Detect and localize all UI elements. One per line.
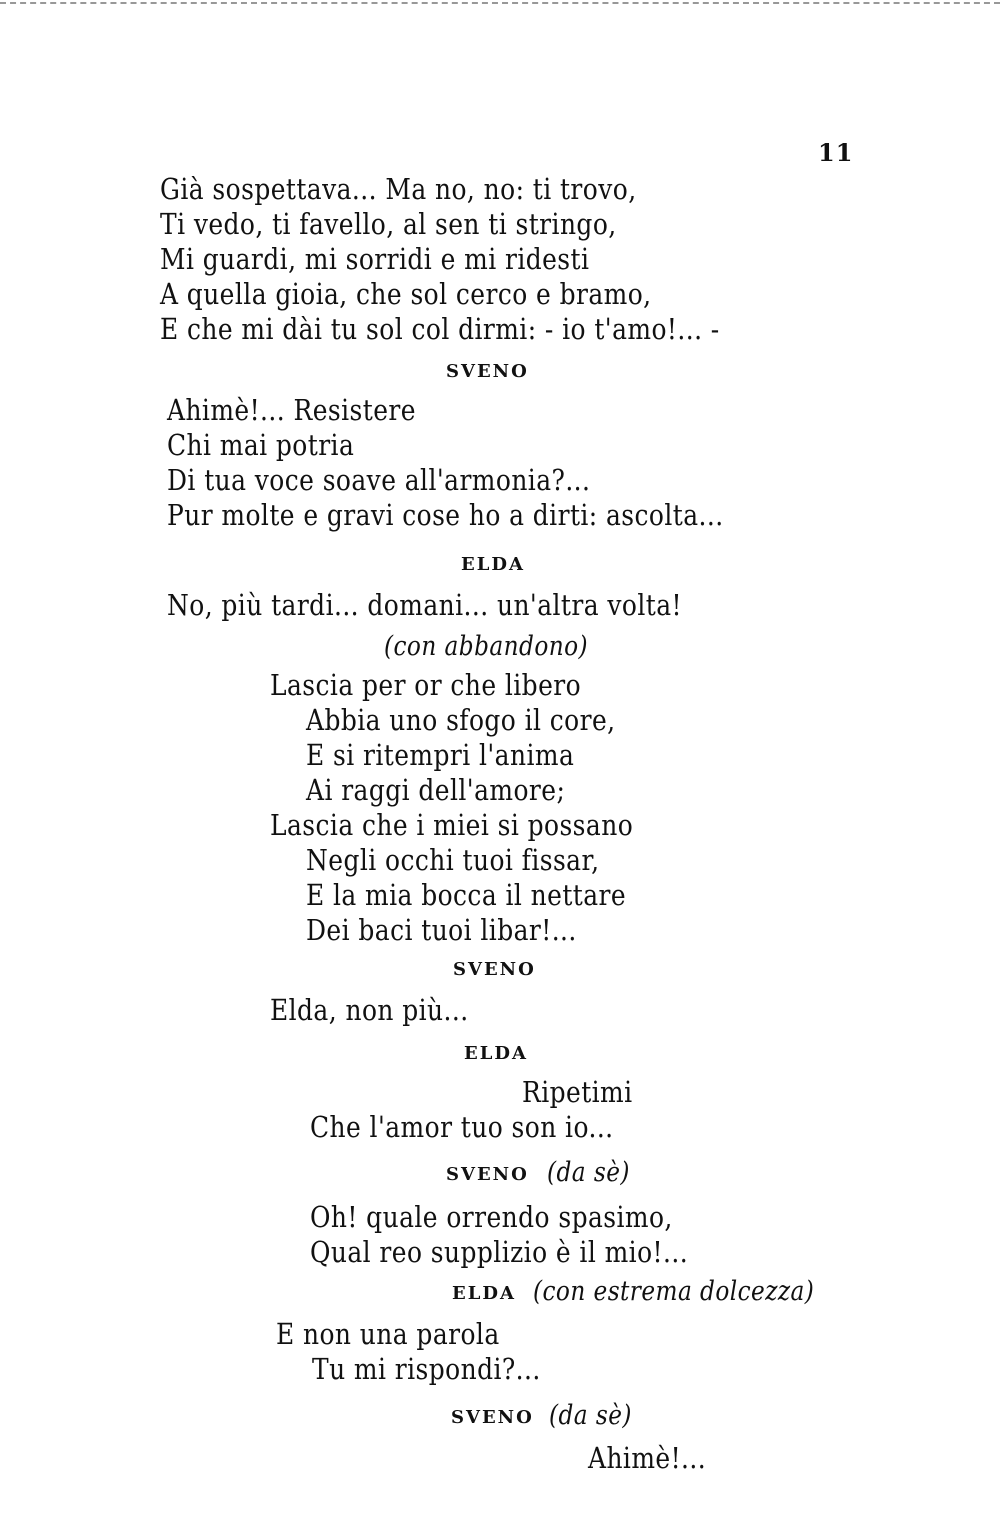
page-number: 11 xyxy=(818,138,854,167)
verse-line: E non una parola xyxy=(276,1317,500,1351)
speaker-label: SVENO xyxy=(453,959,536,980)
verse-line: Ripetimi xyxy=(522,1075,633,1109)
verse-line: Pur molte e gravi cose ho a dirti: ascolta... xyxy=(167,498,724,532)
verse-line: Oh! quale orrendo spasimo, xyxy=(310,1200,673,1234)
verse-line: Ti vedo, ti favello, al sen ti stringo, xyxy=(160,207,617,241)
speaker-label: ELDA xyxy=(464,1043,528,1064)
stage-direction: (da sè) xyxy=(547,1157,630,1188)
stage-direction: (con abbandono) xyxy=(384,631,589,662)
verse-line: Che l'amor tuo son io... xyxy=(310,1110,614,1144)
verse-line: A quella gioia, che sol cerco e bramo, xyxy=(160,277,652,311)
speaker-label: ELDA xyxy=(461,554,525,575)
verse-line: Tu mi rispondi?... xyxy=(312,1352,541,1386)
verse-line: Di tua voce soave all'armonia?... xyxy=(167,463,591,497)
verse-line: Ahimè!... xyxy=(588,1441,707,1475)
speaker-label: ELDA xyxy=(452,1283,516,1304)
verse-line: E che mi dài tu sol col dirmi: - io t'amo!... - xyxy=(160,312,720,346)
verse-line: E si ritempri l'anima xyxy=(306,738,575,772)
speaker-label: SVENO xyxy=(451,1407,534,1428)
verse-line: Mi guardi, mi sorridi e mi ridesti xyxy=(160,242,590,276)
verse-line: Lascia che i miei si possano xyxy=(270,808,634,842)
speaker-label: SVENO xyxy=(446,361,529,382)
verse-line: Qual reo supplizio è il mio!... xyxy=(310,1235,689,1269)
verse-line: Ai raggi dell'amore; xyxy=(306,773,566,807)
verse-line: Già sospettava... Ma no, no: ti trovo, xyxy=(160,172,637,206)
speaker-label: SVENO xyxy=(446,1164,529,1185)
stage-direction: (con estrema dolcezza) xyxy=(533,1276,815,1307)
verse-line: Ahimè!... Resistere xyxy=(167,393,416,427)
stage-direction: (da sè) xyxy=(549,1400,632,1431)
verse-line: Dei baci tuoi libar!... xyxy=(306,913,577,947)
verse-line: Chi mai potria xyxy=(167,428,355,462)
verse-line: No, più tardi... domani... un'altra volta! xyxy=(167,588,682,622)
page-top-edge xyxy=(0,2,1000,4)
verse-line: Negli occhi tuoi fissar, xyxy=(306,843,600,877)
verse-line: Abbia uno sfogo il core, xyxy=(306,703,616,737)
verse-line: Elda, non più... xyxy=(270,993,469,1027)
verse-line: E la mia bocca il nettare xyxy=(306,878,627,912)
verse-line: Lascia per or che libero xyxy=(270,668,582,702)
